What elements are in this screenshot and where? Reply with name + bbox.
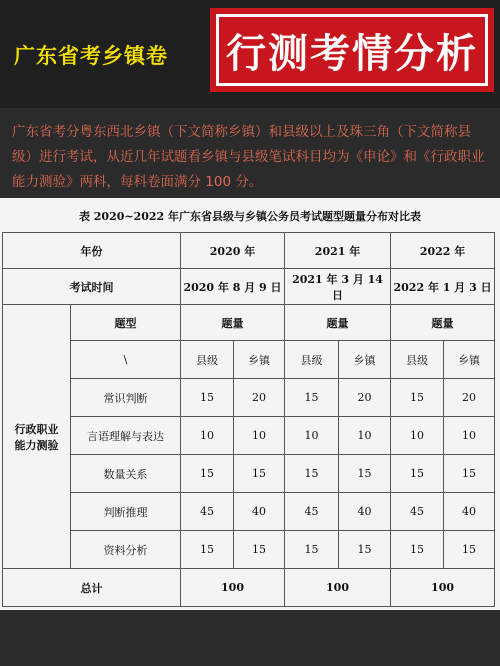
table-row [3,455,495,493]
exam-time-2022: 2022 年 1 月 3 日 [391,269,495,305]
row-name: 常识判断 [71,379,181,417]
level-header-row [3,341,495,379]
cell: 15 [234,455,285,493]
town-2022: 乡镇 [444,341,495,379]
cell: 10 [444,417,495,455]
subject-line-2: 能力测验 [14,438,59,452]
total-2021: 100 [285,569,391,607]
type-header-row [3,305,495,341]
slash-cell: \ [71,341,181,379]
county-2022: 县级 [391,341,444,379]
cell: 20 [234,379,285,417]
page-title: 行测考情分析 [216,14,488,86]
cell: 15 [285,455,339,493]
total-2020: 100 [181,569,285,607]
county-2021: 县级 [285,341,339,379]
cell: 15 [444,531,495,569]
cell: 10 [391,417,444,455]
cell: 40 [444,493,495,531]
exam-time-label: 考试时间 [3,269,181,305]
year-row [3,233,495,269]
count-label-2022: 题量 [391,305,495,341]
cell: 15 [391,379,444,417]
total-2022: 100 [391,569,495,607]
town-2020: 乡镇 [234,341,285,379]
table-row [3,417,495,455]
cell: 15 [285,379,339,417]
cell: 15 [339,531,391,569]
title-box [210,8,494,92]
cell: 45 [181,493,234,531]
count-label-2021: 题量 [285,305,391,341]
table-row [3,531,495,569]
row-name: 资料分析 [71,531,181,569]
cell: 20 [444,379,495,417]
cell: 40 [234,493,285,531]
cell: 15 [391,531,444,569]
cell: 10 [339,417,391,455]
county-2020: 县级 [181,341,234,379]
footer-strip [0,610,500,666]
year-2022: 2022 年 [391,233,495,269]
subject-line-1: 行政职业 [14,422,59,436]
type-label: 题型 [71,305,181,341]
cell: 15 [285,531,339,569]
intro-paragraph: 广东省考分粤东西北乡镇（下文简称乡镇）和县级以上及珠三角（下文简称县级）进行考试，从近几年试题看乡镇与县级笔试科目均为《申论》和《行政职业能力测验》两科，每科卷面满分 100 分。 [12,124,485,190]
cell: 15 [181,531,234,569]
exam-time-2021: 2021 年 3 月 14 日 [285,269,391,305]
exam-time-row [3,269,495,305]
count-label-2020: 题量 [181,305,285,341]
year-label: 年份 [3,233,181,269]
question-distribution-table [2,232,495,607]
cell: 10 [181,417,234,455]
cell: 15 [339,455,391,493]
table-card [0,198,500,610]
town-2021: 乡镇 [339,341,391,379]
cell: 10 [285,417,339,455]
table-caption: 表 2020~2022 年广东省县级与乡镇公务员考试题型题量分布对比表 [78,210,422,223]
cell: 45 [391,493,444,531]
subject-cell [3,305,71,569]
exam-tag: 广东省考乡镇卷 [14,44,168,68]
table-row [3,379,495,417]
total-label: 总计 [3,569,181,607]
header-banner [0,0,500,108]
cell: 15 [234,531,285,569]
cell: 15 [181,455,234,493]
row-name: 数量关系 [71,455,181,493]
total-row [3,569,495,607]
cell: 15 [391,455,444,493]
year-2021: 2021 年 [285,233,391,269]
cell: 10 [234,417,285,455]
cell: 20 [339,379,391,417]
cell: 45 [285,493,339,531]
row-name: 言语理解与表达 [71,417,181,455]
row-name: 判断推理 [71,493,181,531]
cell: 40 [339,493,391,531]
cell: 15 [181,379,234,417]
exam-time-2020: 2020 年 8 月 9 日 [181,269,285,305]
cell: 15 [444,455,495,493]
year-2020: 2020 年 [181,233,285,269]
table-row [3,493,495,531]
